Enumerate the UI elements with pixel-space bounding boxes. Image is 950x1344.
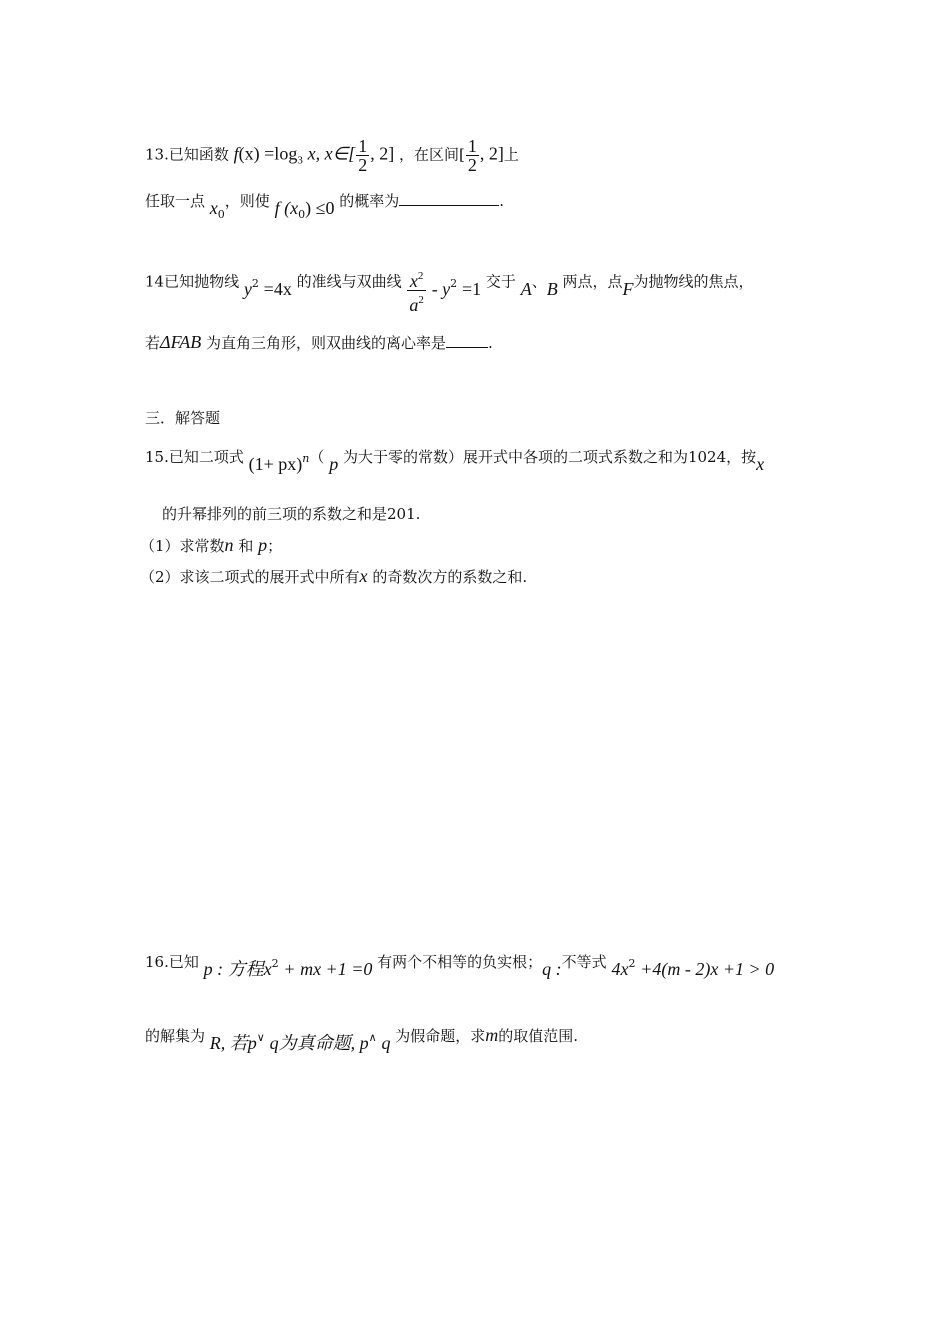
q16-m: m bbox=[485, 1025, 499, 1045]
q13-text2: ，在区间[ bbox=[399, 145, 465, 164]
q14-text5: 为抛物线的焦点， bbox=[633, 272, 754, 291]
q14-eq3: =1 bbox=[461, 278, 482, 299]
q15-text1: 已知二项式 bbox=[168, 448, 244, 466]
q16-eq1: + mx +1 =0 bbox=[283, 959, 373, 979]
q14-point-f: F bbox=[622, 278, 634, 299]
q13-eq3: , 2] bbox=[370, 143, 395, 164]
q15-sub2: （2）求该二项式的展开式中所有x 的奇数次方的系数之和. bbox=[140, 566, 528, 586]
q16-line1: 16.已知 p : 方程$x^2$ + mx +1 =0 有两个不相等的负实根；q :不等式 $4x^2 +4(m - 2)x +1 > 0$ bbox=[145, 953, 775, 979]
q13-answer-blank[interactable] bbox=[399, 191, 499, 206]
q16-number: 16. bbox=[145, 953, 169, 971]
q13-line1 bbox=[145, 137, 519, 174]
q13-text6: 的概率为 bbox=[339, 192, 400, 210]
q16-p-label: p : 方程x bbox=[203, 959, 272, 979]
q14-answer-blank[interactable] bbox=[446, 333, 488, 348]
q13-cond1: f (x bbox=[274, 198, 299, 218]
q15-text2: （ bbox=[309, 448, 325, 466]
q16-expr3: q bbox=[381, 1033, 391, 1053]
q13-x0: x bbox=[209, 198, 218, 218]
q15-line2: 的升幂排列的前三项的系数之和是201. bbox=[162, 505, 421, 523]
q13-eq1: (x) =log bbox=[238, 143, 298, 164]
q15-p: p bbox=[329, 454, 339, 474]
q16-ineq2: +4(m - 2)x +1 > 0 bbox=[640, 959, 775, 979]
q14-number: 14 bbox=[145, 272, 165, 291]
q14-y: y bbox=[243, 278, 252, 299]
q14-eq1: =4x bbox=[263, 278, 292, 299]
q13-text: 已知函数 bbox=[168, 145, 229, 164]
q16-expr2: q为真命题, p bbox=[269, 1033, 369, 1053]
q14-text1: 已知抛物线 bbox=[164, 272, 240, 291]
q16-text6: 的取值范围. bbox=[498, 1027, 579, 1045]
q14-text7: 为直角三角形，则双曲线的离心率是 bbox=[206, 334, 447, 352]
q15-number: 15. bbox=[145, 448, 169, 466]
q15-n: n bbox=[224, 535, 234, 555]
q16-q-label: q : bbox=[542, 959, 562, 979]
q15-sub1: （1）求常数n 和 p； bbox=[140, 535, 283, 555]
q14-eq2: - y bbox=[431, 278, 451, 299]
q13-eq2: x, x∈[ bbox=[307, 143, 356, 164]
q15-x: x bbox=[756, 454, 765, 474]
q16-text2: 有两个不相等的负实根； bbox=[377, 953, 543, 971]
section-heading: 三．解答题 bbox=[145, 409, 221, 427]
q16-expr1: R, 若p bbox=[209, 1033, 257, 1053]
q14-line1: 14已知抛物线 $y^2 =4x$ 的准线与双曲线 $\frac{x^2}{a^2}$ - $y^2 =1$ 交于 A、B 两点，点F为抛物线的焦点， bbox=[145, 259, 754, 306]
q15-x2: x bbox=[359, 566, 368, 586]
q14-point-b: B bbox=[546, 278, 558, 299]
q13-text7: . bbox=[499, 192, 505, 210]
q13-number: 13. bbox=[145, 145, 169, 164]
q13-cond-sub: 0 bbox=[298, 208, 306, 221]
q16-text4: 的解集为 bbox=[145, 1027, 206, 1045]
q13-x0-sub: 0 bbox=[217, 208, 225, 221]
q14-text8: . bbox=[488, 334, 493, 352]
q16-text3: 不等式 bbox=[561, 953, 607, 971]
q14-line2 bbox=[145, 332, 493, 353]
q14-text2: 的准线与双曲线 bbox=[296, 272, 402, 291]
q13-log-base: 3 bbox=[297, 154, 303, 167]
q15-line1: 15.已知二项式 (1+ px)$^n$（ p 为大于零的常数）展开式中各项的二项式系数之和为1024，按x bbox=[145, 448, 765, 474]
q14-sep: 、 bbox=[531, 272, 547, 291]
q14-text6: 若 bbox=[145, 334, 161, 352]
q13-cond2: ) ≤0 bbox=[305, 198, 335, 218]
q16-line2: 的解集为 R, 若p∨ q为真命题, p∧ q 为假命题，求m的取值范围. bbox=[145, 1025, 579, 1053]
q16-text1: 已知 bbox=[168, 953, 199, 971]
q14-triangle: ΔFAB bbox=[160, 332, 202, 352]
q13-line2 bbox=[145, 190, 505, 221]
q13-text5: ，则使 bbox=[224, 192, 270, 210]
q13-fraction-half-2: $\frac{1}{2}$ bbox=[467, 136, 477, 175]
q15-expr: (1+ px) bbox=[248, 454, 303, 474]
q13-fraction-half: $\frac{1}{2}$ bbox=[358, 136, 368, 175]
q14-text3: 交于 bbox=[485, 272, 516, 291]
q13-text4: 任取一点 bbox=[145, 192, 206, 210]
q16-text5: 为假命题，求 bbox=[395, 1027, 486, 1045]
q14-point-a: A bbox=[520, 278, 532, 299]
q13-text3: 上 bbox=[503, 145, 519, 164]
q15-p2: p bbox=[258, 535, 268, 555]
q14-fraction: $\frac{x^2}{a^2}$ bbox=[407, 267, 426, 314]
q13-func: f bbox=[233, 143, 239, 164]
q16-ineq1: 4x bbox=[611, 959, 629, 979]
q15-text3: 为大于零的常数）展开式中各项的二项式系数之和为1024，按 bbox=[342, 448, 757, 466]
q14-text4: 两点，点 bbox=[562, 272, 623, 291]
q13-eq4: , 2] bbox=[479, 143, 504, 164]
